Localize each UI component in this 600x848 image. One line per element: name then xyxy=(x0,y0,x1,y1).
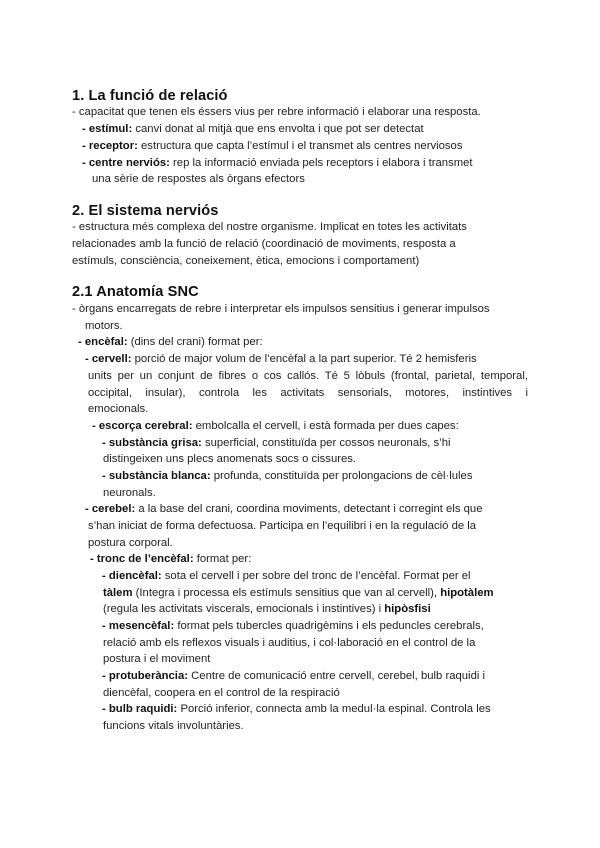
term-bulb-raquidi xyxy=(102,701,491,718)
text-line: occipital, insular), controla les activitats sensorials, motores, instintives i xyxy=(88,387,528,399)
term-desc: format pels tubercles quadrigèmins i els peduncles cerebrals, xyxy=(174,620,484,632)
text-line-talem xyxy=(103,585,494,602)
term-desc: (regula les activitats viscerals, emocionals i instintives) i xyxy=(103,603,385,615)
term-key: - estímul: xyxy=(82,123,133,135)
text-line: emocionals. xyxy=(88,403,149,415)
term-desc: (Integra i processa els estímuls sensitius que van al cervell), xyxy=(132,587,441,599)
term-key: - receptor: xyxy=(82,140,138,152)
text-line: neuronals. xyxy=(103,487,156,499)
term-key: - tronc de l’encèfal: xyxy=(90,553,194,565)
term-key: - cerebel: xyxy=(85,503,136,515)
term-substancia-grisa xyxy=(102,435,451,452)
term-estimul xyxy=(82,121,424,138)
text-line: motors. xyxy=(85,320,123,332)
term-key: - protuberància: xyxy=(102,670,188,682)
term-key: - cervell: xyxy=(85,353,132,365)
term-desc: (dins del crani) format per: xyxy=(127,336,263,348)
text-line: units per un conjunt de fibres o cos callós. Té 5 lòbuls (frontal, parietal, temporal, xyxy=(88,370,528,382)
term-desc: Centre de comunicació entre cervell, cerebel, bulb raquidi i xyxy=(188,670,486,682)
term-desc: sota el cervell i per sobre del tronc de l’encèfal. Format per el xyxy=(161,570,471,582)
term-key: - substància grisa: xyxy=(102,437,202,449)
term-escorca-cerebral xyxy=(92,418,459,435)
term-encefal xyxy=(78,334,263,351)
text-line: - estructura més complexa del nostre organisme. Implicat en totes les activitats xyxy=(72,221,467,233)
text-line: una sèrie de respostes als òrgans efectors xyxy=(92,173,305,185)
term-cerebel xyxy=(85,501,483,518)
term-key: - bulb raquidi: xyxy=(102,703,178,715)
term-desc: Porció inferior, connecta amb la medul·la espinal. Controla les xyxy=(177,703,491,715)
text-line: estímuls, consciència, coneixement, ètica, emocions i comportament) xyxy=(72,255,420,267)
text-line: postura i el moviment xyxy=(103,653,211,665)
term-desc: embolcalla el cervell, i està formada per dues capes: xyxy=(192,420,459,432)
term-mesencefal xyxy=(102,618,484,635)
term-desc: superficial, constituïda per cossos neuronals, s’hi xyxy=(201,437,451,449)
term-centre-nervios xyxy=(82,155,473,172)
text-line-hipofisi xyxy=(103,601,431,618)
term-diencefal xyxy=(102,568,471,585)
term-key: - escorça cerebral: xyxy=(92,420,193,432)
text-line: - capacitat que tenen els éssers vius per rebre informació i elaborar una resposta. xyxy=(72,106,481,118)
term-cervell xyxy=(85,351,477,368)
term-desc: porció de major volum de l’encèfal a la part superior. Té 2 hemisferis xyxy=(131,353,477,365)
term-protuberancia xyxy=(102,668,485,685)
text-line: distingeixen uns plecs anomenats socs o cissures. xyxy=(103,453,357,465)
term-key: - encèfal: xyxy=(78,336,128,348)
term-key: - mesencèfal: xyxy=(102,620,175,632)
term-talem: tàlem xyxy=(103,587,133,599)
heading-funcio-relacio: 1. La funció de relació xyxy=(72,88,228,104)
term-key: - centre nerviós: xyxy=(82,157,170,169)
text-line: relació amb els reflexos visuals i auditius, i col·laboració en el control de la xyxy=(103,637,476,649)
text-line: postura corporal. xyxy=(88,537,173,549)
term-key: - substància blanca: xyxy=(102,470,211,482)
text-line: s’han iniciat de forma defectuosa. Participa en l’equilibri i en la regulació de la xyxy=(88,520,477,532)
term-desc: estructura que capta l’estímul i el transmet als centres nerviosos xyxy=(137,140,463,152)
heading-sistema-nervios: 2. El sistema nerviós xyxy=(72,203,219,219)
text-line: funcions vitals involuntàries. xyxy=(103,720,244,732)
term-desc: rep la informació enviada pels receptors i elabora i transmet xyxy=(169,157,473,169)
term-tronc-encefal xyxy=(90,551,251,568)
text-line: relacionades amb la funció de relació (coordinació de moviments, resposta a xyxy=(72,238,456,250)
term-desc: profunda, constituïda per prolongacions de cèl·lules xyxy=(210,470,473,482)
heading-anatomia-snc: 2.1 Anatomía SNC xyxy=(72,284,199,300)
term-key: - diencèfal: xyxy=(102,570,162,582)
term-desc: canvi donat al mitjà que ens envolta i que pot ser detectat xyxy=(132,123,424,135)
term-hipofisi: hipòsfisi xyxy=(384,603,431,615)
term-receptor xyxy=(82,138,463,155)
text-line: - òrgans encarregats de rebre i interpretar els impulsos sensitius i generar impulsos xyxy=(72,303,490,315)
text-line: diencèfal, coopera en el control de la respiració xyxy=(103,687,340,699)
term-desc: a la base del crani, coordina moviments, detectant i corregint els que xyxy=(135,503,483,515)
term-desc: format per: xyxy=(193,553,252,565)
term-substancia-blanca xyxy=(102,468,472,485)
term-hipotalem: hipotàlem xyxy=(440,587,494,599)
